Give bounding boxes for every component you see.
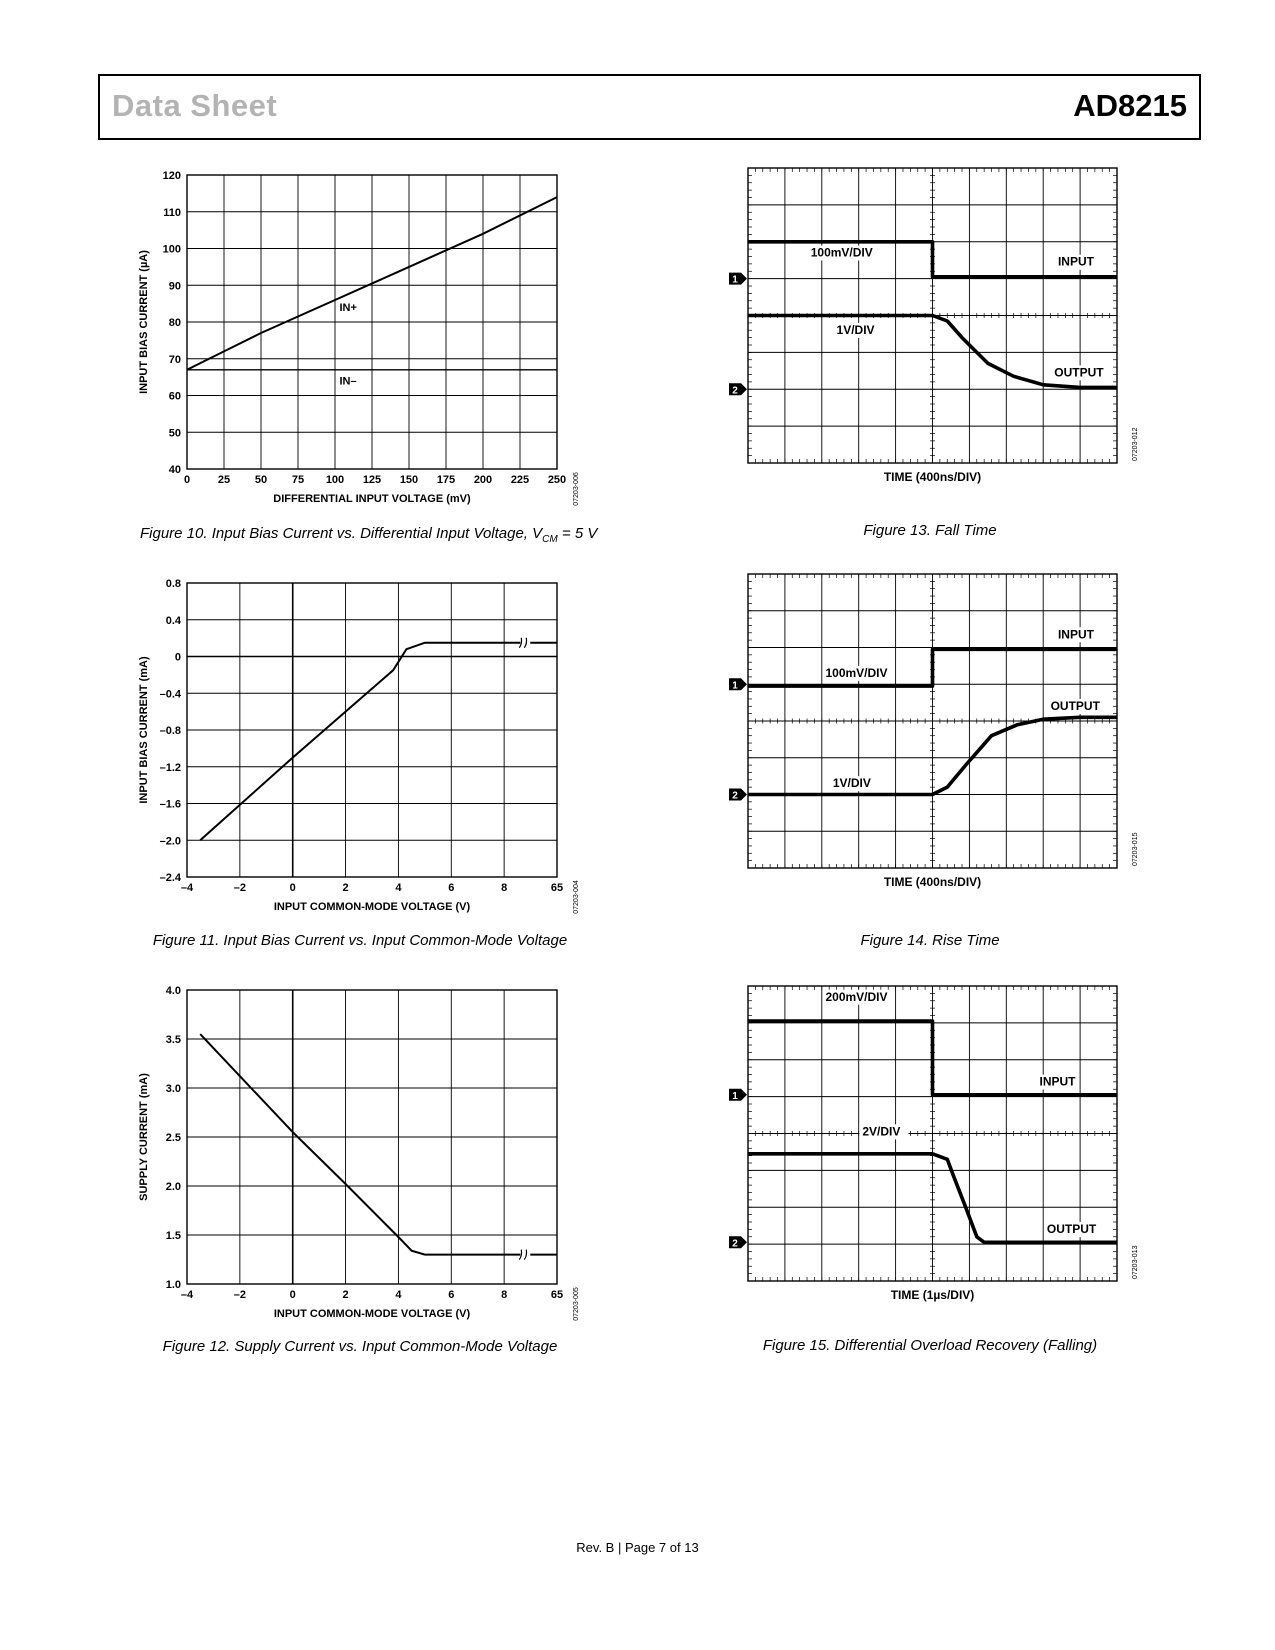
header-part-number: AD8215 <box>1073 88 1187 123</box>
figure-10-caption-tail: = 5 V <box>557 525 598 542</box>
fig10-annotation-0: IN+ <box>339 301 357 314</box>
fig12-ytick-5: 3.5 <box>165 1034 181 1046</box>
fig15-figure-code: 07203-013 <box>1132 1245 1139 1279</box>
fig11-ytick-3: –1.2 <box>159 761 181 774</box>
fig12-xtick-2: 0 <box>289 1289 296 1301</box>
fig12-xtick-1: –2 <box>233 1289 246 1301</box>
fig10-xtick-9: 225 <box>510 474 530 486</box>
fig10-ytick-7: 110 <box>163 206 181 219</box>
fig10-ytick-4: 80 <box>168 317 181 329</box>
fig12-xtick-6: 8 <box>501 1289 508 1301</box>
fig10-xtick-1: 25 <box>217 474 231 486</box>
fig10-ytick-0: 40 <box>168 464 181 476</box>
header-section-title: Data Sheet <box>112 88 278 123</box>
fig11-ytick-4: –0.8 <box>159 725 181 737</box>
fig12-xlabel: INPUT COMMON-MODE VOLTAGE (V) <box>273 1308 471 1320</box>
figure-11-caption: Figure 11. Input Bias Current vs. Input Common-Mode Voltage <box>152 932 568 949</box>
fig14-label-3: 1V/DIV <box>832 776 871 791</box>
figure-10-caption-sub: CM <box>542 534 558 545</box>
fig13-label-1: INPUT <box>1057 254 1094 269</box>
fig11-xtick-7: 65 <box>550 882 564 894</box>
fig11-ytick-2: –1.6 <box>159 798 181 811</box>
figure-14-caption: Figure 14. Rise Time <box>860 932 1000 949</box>
fig11-ylabel: INPUT BIAS CURRENT (mA) <box>138 656 150 804</box>
fig14-xlabel: TIME (400ns/DIV) <box>883 875 982 889</box>
fig10-xtick-3: 75 <box>291 474 305 486</box>
figure-12-caption: Figure 12. Supply Current vs. Input Common-Mode Voltage <box>162 1338 558 1355</box>
fig11-figure-code: 07203-004 <box>573 880 580 914</box>
fig11-xtick-0: –4 <box>180 882 194 894</box>
figure-10-caption <box>140 525 598 545</box>
fig12-ytick-4: 3.0 <box>165 1083 181 1095</box>
fig13-channel-marker-label-2: 2 <box>732 385 738 397</box>
fig11-xtick-6: 8 <box>501 882 508 894</box>
fig14-channel-marker-label-1: 1 <box>732 680 738 692</box>
fig14-figure-code: 07203-015 <box>1132 832 1139 866</box>
fig12-xtick-7: 65 <box>550 1289 564 1301</box>
fig10-ylabel: INPUT BIAS CURRENT (µA) <box>138 250 150 394</box>
figure-13-caption: Figure 13. Fall Time <box>863 522 997 539</box>
fig12-ytick-1: 1.5 <box>165 1230 181 1242</box>
fig10-xlabel: DIFFERENTIAL INPUT VOLTAGE (mV) <box>273 493 471 505</box>
fig11-xtick-4: 4 <box>395 882 402 894</box>
fig10-ytick-3: 70 <box>168 353 181 366</box>
fig10-ytick-5: 90 <box>168 280 181 293</box>
fig14-label-1: 100mV/DIV <box>825 665 888 680</box>
fig10-ytick-1: 50 <box>168 427 181 440</box>
fig12-figure-code: 07203-005 <box>573 1287 580 1321</box>
fig13-figure-code: 07203-012 <box>1132 427 1139 461</box>
fig13-xlabel: TIME (400ns/DIV) <box>883 470 982 484</box>
fig10-xtick-8: 200 <box>473 474 493 486</box>
figure-10-caption-text: Figure 10. Input Bias Current vs. Differential Input Voltage, V <box>140 525 543 542</box>
fig11-series-line-0 <box>200 643 557 841</box>
fig12-ytick-6: 4.0 <box>165 985 181 997</box>
fig15-channel-marker-label-1: 1 <box>732 1090 738 1102</box>
fig11-ytick-0: –2.4 <box>159 872 181 884</box>
fig14-label-0: INPUT <box>1057 627 1094 642</box>
fig12-xtick-3: 2 <box>342 1289 349 1301</box>
fig12-ytick-3: 2.5 <box>165 1132 181 1144</box>
fig12-ytick-2: 2.0 <box>165 1181 181 1193</box>
fig10-ytick-6: 100 <box>162 243 181 256</box>
fig12-ylabel: SUPPLY CURRENT (mA) <box>138 1073 150 1201</box>
fig11-ytick-7: 0.4 <box>165 614 181 627</box>
fig10-xtick-4: 100 <box>325 474 345 486</box>
fig10-ytick-2: 60 <box>168 390 181 403</box>
fig15-label-0: 200mV/DIV <box>825 989 888 1004</box>
fig13-label-2: 1V/DIV <box>836 322 875 337</box>
fig10-xtick-7: 175 <box>436 474 456 486</box>
fig15-label-1: INPUT <box>1039 1074 1076 1089</box>
fig12-ytick-0: 1.0 <box>165 1279 181 1291</box>
fig14-trace-input <box>748 649 1117 686</box>
fig13-label-0: 100mV/DIV <box>810 245 873 260</box>
fig11-xtick-2: 0 <box>289 882 296 894</box>
fig11-xtick-1: –2 <box>233 882 246 894</box>
fig10-xtick-10: 250 <box>547 474 567 486</box>
fig14-channel-marker-label-2: 2 <box>732 790 738 802</box>
fig13-channel-marker-label-1: 1 <box>732 274 738 286</box>
fig10-xtick-5: 125 <box>362 474 382 486</box>
fig11-xtick-5: 6 <box>448 882 455 894</box>
fig11-ytick-1: –2.0 <box>159 835 181 848</box>
fig12-xtick-4: 4 <box>395 1289 402 1301</box>
fig11-ytick-6: 0 <box>174 651 181 664</box>
fig10-ytick-8: 120 <box>162 170 181 182</box>
fig12-xtick-5: 6 <box>448 1289 455 1301</box>
fig14-label-2: OUTPUT <box>1050 698 1100 713</box>
fig15-xlabel: TIME (1µs/DIV) <box>890 1288 975 1302</box>
fig13-label-3: OUTPUT <box>1054 365 1104 380</box>
fig12-xtick-0: –4 <box>180 1289 194 1301</box>
fig11-ytick-5: –0.4 <box>159 688 181 701</box>
figure-15-caption: Figure 15. Differential Overload Recovery (Falling) <box>762 1337 1098 1354</box>
fig10-annotation-1: IN– <box>339 375 357 388</box>
fig11-xtick-3: 2 <box>342 882 349 894</box>
fig10-xtick-6: 150 <box>399 474 419 486</box>
fig11-ytick-8: 0.8 <box>165 578 181 590</box>
fig12-series-line-0 <box>200 1034 557 1255</box>
fig10-xtick-0: 0 <box>183 474 191 486</box>
fig15-label-2: 2V/DIV <box>862 1124 901 1139</box>
fig10-xtick-2: 50 <box>254 474 268 486</box>
fig10-figure-code: 07203-006 <box>573 472 580 506</box>
fig15-label-3: OUTPUT <box>1046 1222 1097 1237</box>
fig11-xlabel: INPUT COMMON-MODE VOLTAGE (V) <box>273 901 471 913</box>
page-footer: Rev. B | Page 7 of 13 <box>576 1540 699 1555</box>
fig15-channel-marker-label-2: 2 <box>732 1238 738 1250</box>
